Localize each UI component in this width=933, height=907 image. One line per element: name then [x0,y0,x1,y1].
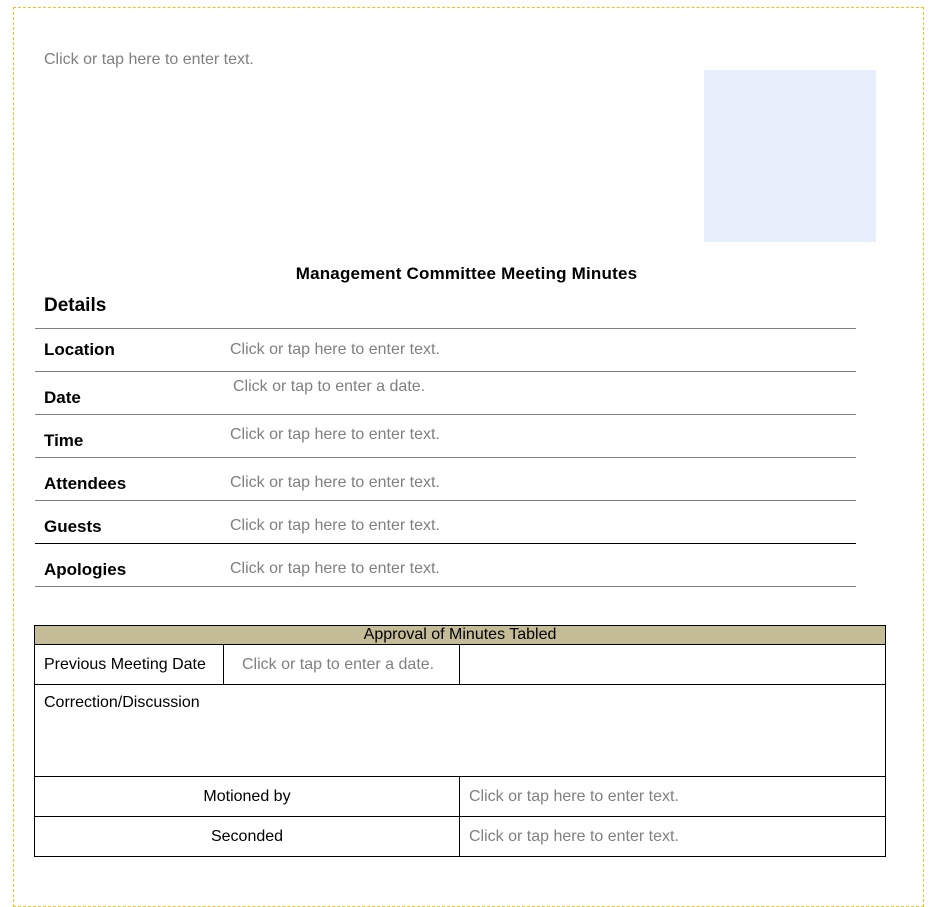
details-table [35,328,856,587]
detail-row-guests [35,501,856,544]
detail-label-attendees: Attendees [44,474,127,493]
location-text-field[interactable]: Click or tap here to enter text. [230,341,440,358]
header-text-field[interactable]: Click or tap here to enter text. [44,51,254,68]
detail-label-location: Location [44,340,115,359]
previous-meeting-date-label: Previous Meeting Date [35,645,224,685]
document-title: Management Committee Meeting Minutes [295,264,638,283]
detail-row-apologies [35,544,856,587]
previous-meeting-extra-cell[interactable] [460,645,886,685]
detail-label-apologies: Apologies [44,560,127,579]
seconded-label: Seconded [35,817,460,857]
motioned-by-label: Motioned by [35,777,460,817]
correction-discussion-cell[interactable]: Correction/Discussion [35,685,886,777]
details-heading: Details [44,295,107,316]
seconded-text-field[interactable]: Click or tap here to enter text. [460,817,886,857]
detail-row-location [35,329,856,372]
motioned-by-text-field[interactable]: Click or tap here to enter text. [460,777,886,817]
detail-label-date: Date [44,388,81,407]
detail-label-time: Time [44,431,84,450]
detail-row-time [35,415,856,458]
detail-row-date [35,372,856,415]
guests-text-field[interactable]: Click or tap here to enter text. [230,517,440,534]
previous-meeting-date-picker[interactable]: Click or tap to enter a date. [224,645,460,685]
approval-table [34,625,886,857]
logo-image-placeholder[interactable] [704,70,876,242]
date-picker-field[interactable]: Click or tap to enter a date. [233,378,426,395]
apologies-text-field[interactable]: Click or tap here to enter text. [230,560,440,577]
detail-row-attendees [35,458,856,501]
approval-header: Approval of Minutes Tabled [35,626,886,645]
attendees-text-field[interactable]: Click or tap here to enter text. [230,474,440,491]
detail-label-guests: Guests [44,517,102,536]
time-text-field[interactable]: Click or tap here to enter text. [230,426,440,443]
